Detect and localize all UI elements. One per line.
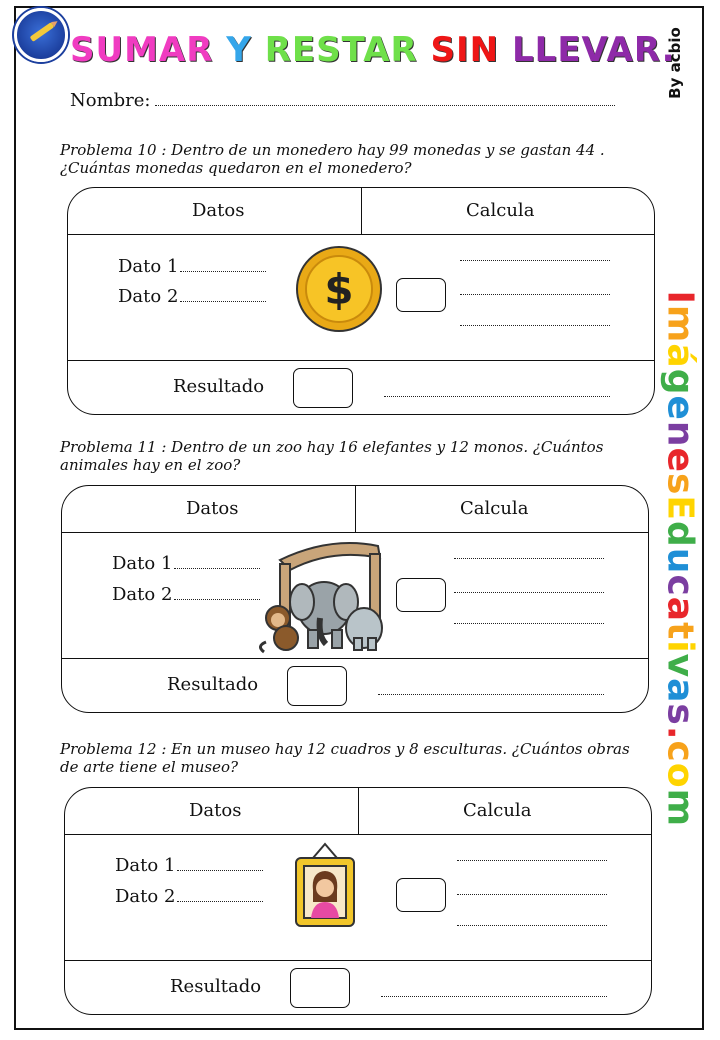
calcula-header: Calcula: [466, 200, 535, 221]
dato-1-line[interactable]: [174, 568, 260, 569]
calc-line-3[interactable]: [460, 325, 610, 326]
watermark-letter: I: [659, 290, 701, 305]
watermark-letter: c: [659, 574, 701, 597]
operation-box[interactable]: [396, 278, 446, 312]
result-box[interactable]: [290, 968, 350, 1008]
problem-12-prompt: Problema 12 : En un museo hay 12 cuadros y 8 esculturas. ¿Cuántos obras de arte tiene el museo?: [60, 740, 630, 776]
dato-2-line[interactable]: [174, 599, 260, 600]
calcula-header: Calcula: [463, 800, 532, 821]
watermark-letter: g: [659, 368, 701, 396]
dato-2-line[interactable]: [180, 301, 266, 302]
result-box[interactable]: [293, 368, 353, 408]
coin-icon: [294, 244, 384, 334]
result-label: Resultado: [173, 376, 265, 397]
byline-text: By acbio: [666, 27, 684, 99]
dato-1-line[interactable]: [177, 870, 263, 871]
operation-box[interactable]: [396, 878, 446, 912]
watermark-letter: m: [659, 788, 701, 828]
watermark-letter: t: [659, 622, 701, 641]
watermark-letter: a: [659, 596, 701, 623]
problem-10-box: [67, 187, 655, 415]
dato-2: Dato 2: [115, 886, 263, 907]
calc-line-3[interactable]: [457, 925, 607, 926]
calc-line-1[interactable]: [460, 260, 610, 261]
problem-12-box: [64, 787, 652, 1015]
watermark-letter: s: [659, 703, 701, 726]
datos-header: Datos: [189, 800, 242, 821]
calc-line-2[interactable]: [457, 894, 607, 895]
side-watermark: [659, 290, 701, 828]
zoo-animals-icon: [256, 534, 390, 656]
dato-1-line[interactable]: [180, 271, 266, 272]
watermark-letter: E: [659, 495, 701, 522]
dato-1: Dato 1: [115, 855, 263, 876]
watermark-letter: e: [659, 395, 701, 421]
title-word-3: RESTAR: [264, 30, 418, 70]
name-input-line[interactable]: [155, 105, 615, 106]
calc-line-1[interactable]: [454, 558, 604, 559]
problem-11-box: [61, 485, 649, 713]
name-label: Nombre:: [70, 90, 151, 111]
result-label: Resultado: [170, 976, 262, 997]
result-line[interactable]: [381, 996, 607, 997]
problem-11-prompt: Problema 11 : Dentro de un zoo hay 16 elefantes y 12 monos. ¿Cuántos animales hay en el zoo?: [60, 438, 604, 474]
dato-2: Dato 2: [112, 584, 260, 605]
svg-text:$: $: [324, 265, 354, 314]
datos-header: Datos: [192, 200, 245, 221]
calc-line-2[interactable]: [460, 294, 610, 295]
problem-10-prompt: Problema 10 : Dentro de un monedero hay 99 monedas y se gastan 44 . ¿Cuántas monedas quedaron en el monedero?: [60, 141, 605, 177]
dato-1: Dato 1: [118, 256, 266, 277]
calcula-header: Calcula: [460, 498, 529, 519]
watermark-letter: u: [659, 547, 701, 575]
dato-2: Dato 2: [118, 286, 266, 307]
operation-box[interactable]: [396, 578, 446, 612]
title-word-1: SUMAR: [70, 30, 214, 70]
framed-portrait-icon: [293, 840, 357, 930]
byline: [660, 22, 690, 112]
title-word-4: SIN: [430, 30, 500, 70]
watermark-letter: n: [659, 420, 701, 448]
watermark-letter: i: [659, 640, 701, 654]
title-word-2: Y: [226, 30, 252, 70]
dato-1: Dato 1: [112, 553, 260, 574]
title-word-5: LLEVAR.: [511, 30, 676, 70]
calc-line-3[interactable]: [454, 623, 604, 624]
watermark-letter: e: [659, 447, 701, 473]
worksheet-title: [70, 30, 676, 70]
side-watermark-text: [659, 290, 701, 828]
watermark-letter: c: [659, 740, 701, 763]
calc-line-1[interactable]: [457, 860, 607, 861]
datos-header: Datos: [186, 498, 239, 519]
calc-line-2[interactable]: [454, 592, 604, 593]
watermark-letter: v: [659, 653, 701, 679]
watermark-letter: s: [659, 472, 701, 496]
watermark-letter: d: [659, 521, 701, 548]
result-line[interactable]: [384, 396, 610, 397]
result-label: Resultado: [167, 674, 259, 695]
watermark-letter: o: [659, 762, 701, 789]
watermark-letter: á: [659, 343, 701, 369]
result-line[interactable]: [378, 694, 604, 695]
watermark-letter: m: [659, 304, 701, 344]
pencil-logo-icon: [14, 8, 68, 62]
watermark-letter: a: [659, 678, 701, 704]
dato-2-line[interactable]: [177, 901, 263, 902]
watermark-letter: .: [659, 725, 701, 741]
result-box[interactable]: [287, 666, 347, 706]
